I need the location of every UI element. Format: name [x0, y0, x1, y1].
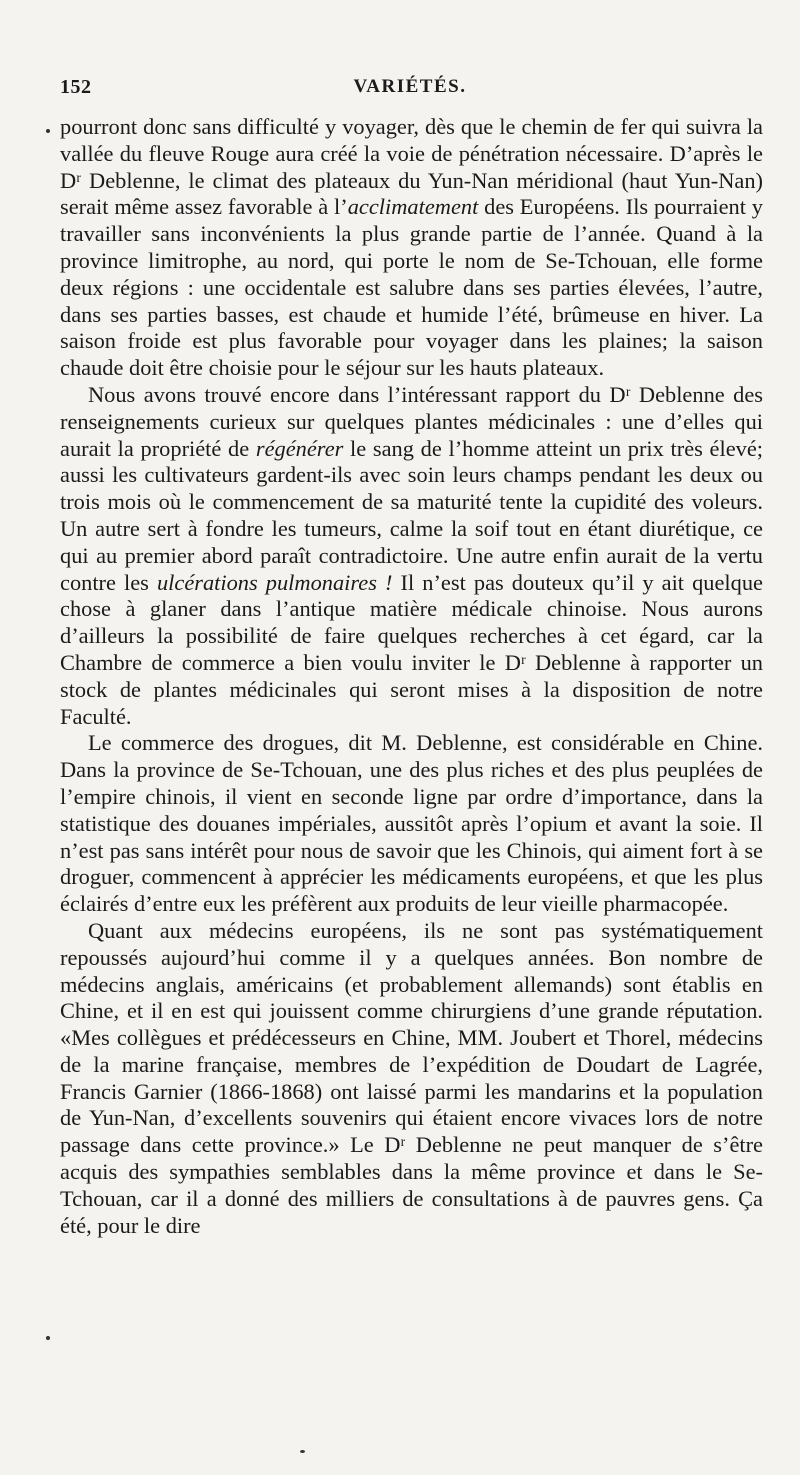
- running-head: VARIÉTÉS.: [353, 76, 467, 97]
- text-run: Il n’est pas douteux qu’il y ait quelque chose à glaner dans l’antique matière médicale chinoise. Nous aurons d’ailleurs la possibilité de faire quelques recherches à cet égard, car la Chambre de commerce a bien voulu inviter le Dʳ Deblenne à rapporter un stock de plantes médicinales qui seront mises à la disposition de notre Faculté.: [60, 569, 763, 729]
- text-run: Le commerce des drogues, dit M. Deblenne, est considérable en Chine. Dans la province de Se-Tchouan, une des plus riches et des plus peuplées de l’empire chinois, il vient en seconde ligne par ordre d’importance, dans la statistique des douanes impériales, aussitôt après l’opium et avant la soie. Il n’est pas sans intérêt pour nous de savoir que les Chinois, qui aiment fort à se droguer, commencent à apprécier les médicaments européens, et que les plus éclairés d’entre eux les préfèrent aux produits de leur vieille pharmacopée.: [60, 730, 763, 917]
- italic-text: régénérer: [255, 435, 344, 461]
- text-run: Nous avons trouvé encore dans l’intéressant rapport du Dʳ Deblenne des renseignements curieux sur quelques plantes médicinales : une d’elles qui aurait la propriété de: [60, 381, 763, 461]
- italic-text: ulcérations pulmonaires !: [156, 569, 393, 595]
- italic-text: acclimatement: [347, 194, 479, 220]
- margin-mark: [300, 1450, 305, 1453]
- text-run: le sang de l’homme atteint un prix très élevé; aussi les cultivateurs gardent-ils avec soin leurs champs pendant les deux ou trois mois où le commencement de sa maturité tente la cupidité des voleurs. Un autre sert à fondre les tumeurs, calme la soif tout en étant diurétique, ce qui au premier abord paraît contradictoire. Une autre enfin aurait de la vertu contre les: [60, 435, 764, 595]
- paragraph: [60, 114, 763, 382]
- body-text: [60, 114, 763, 1239]
- text-run: pourront donc sans difficulté y voyager, dès que le chemin de fer qui suivra la vallée du fleuve Rouge aura créé la voie de pénétration nécessaire. D’après le Dʳ Deblenne, le climat des plateaux du Yun-Nan méridional (haut Yun-Nan) serait même assez favorable à l’: [60, 114, 763, 220]
- paragraph: [60, 382, 763, 730]
- paragraph: [60, 730, 763, 918]
- text-run: Quant aux médecins européens, ils ne sont pas systématiquement repoussés aujourd’hui comme il y a quelques années. Bon nombre de médecins anglais, américains (et probablement allemands) sont établis en Chine, et il en est qui jouissent comme chirurgiens d’une grande réputation. «Mes collègues et prédécesseurs en Chine, MM. Joubert et Thorel, médecins de la marine française, membres de l’expédition de Doudart de Lagrée, Francis Garnier (1866-1868) ont laissé parmi les mandarins et la population de Yun-Nan, d’excellents souvenirs qui étaient encore vivaces lors de notre passage dans cette province.» Le Dʳ Deblenne ne peut manquer de s’être acquis des sympathies semblables dans la même province et dans le Se-Tchouan, car il a donné des milliers de consultations à de pauvres gens. Ça été, pour le dire: [60, 917, 763, 1238]
- margin-mark: [46, 129, 50, 133]
- paragraph: [60, 918, 763, 1240]
- page-header: [60, 76, 760, 104]
- margin-mark: [46, 1336, 50, 1340]
- text-run: des Européens. Ils pourraient y travailler sans inconvénients la plus grande partie de l’année. Quand à la province limitrophe, au nord, qui porte le nom de Se-Tchouan, elle forme deux régions : une occidentale est salubre dans ses parties élevées, l’autre, dans ses parties basses, est chaude et humide l’été, brûmeuse en hiver. La saison froide est plus favorable pour voyager dans les plaines; la saison chaude doit être choisie pour le séjour sur les hauts plateaux.: [60, 194, 763, 381]
- page-number: 152: [60, 76, 92, 98]
